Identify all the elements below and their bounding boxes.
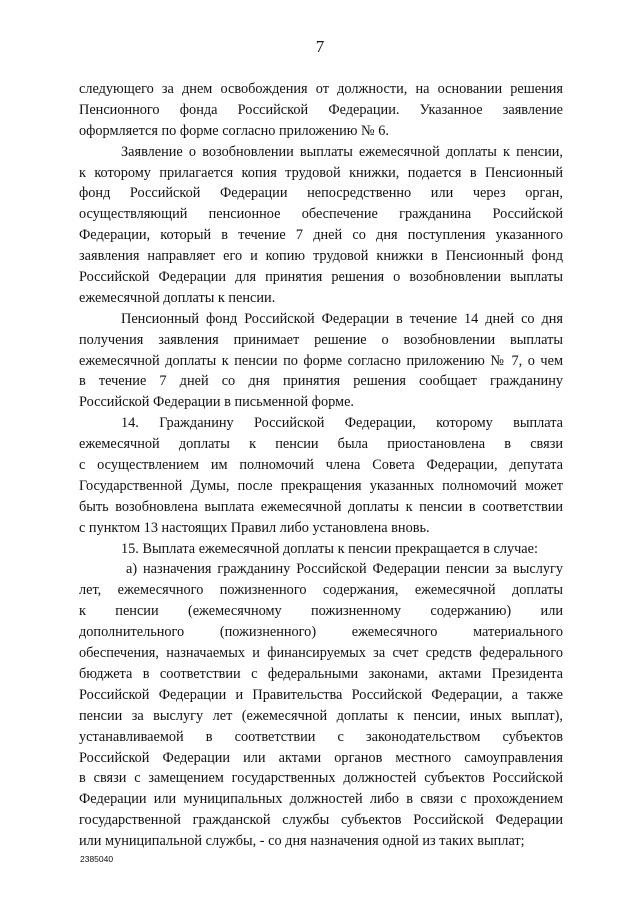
text-line: Российской Федерации в письменной форме. xyxy=(79,394,354,411)
text-line: в связи с замещением государственных должностей субъектов Российской xyxy=(79,770,563,787)
text-line: Федерации или муниципальных должностей либо в связи с прохождением xyxy=(79,791,563,808)
text-line: Российской Федерации или актами органов местного самоуправления xyxy=(79,749,563,766)
text-line: государственной гражданской службы субъектов Российской Федерации xyxy=(79,812,563,829)
text-line: осуществляющий пенсионное обеспечение гражданина Российской xyxy=(79,206,563,223)
text-line: в течение 7 дней со дня принятия решения сообщает гражданину xyxy=(79,373,563,390)
text-line: а) назначения гражданину Российской Федерации пенсии за выслугу xyxy=(126,561,563,578)
text-line: 15. Выплата ежемесячной доплаты к пенсии прекращается в случае: xyxy=(121,540,538,557)
text-line: 14. Гражданину Российской Федерации, которому выплата xyxy=(121,415,563,432)
text-line: получения заявления принимает решение о возобновлении выплаты xyxy=(79,331,563,348)
text-line: ежемесячной доплаты к пенсии была приостановлена в связи xyxy=(79,436,563,453)
text-line: ежемесячной доплаты к пенсии по форме согласно приложению № 7, о чем xyxy=(79,352,563,369)
text-line: Пенсионный фонд Российской Федерации в течение 14 дней со дня xyxy=(121,310,563,327)
text-line: ежемесячной доплаты к пенсии. xyxy=(79,289,276,306)
text-line: оформляется по форме согласно приложению № 6. xyxy=(79,122,389,139)
text-line: быть возобновлена выплата ежемесячной доплаты к пенсии в соответствии xyxy=(79,498,563,515)
text-line: Государственной Думы, после прекращения указанных полномочий может xyxy=(79,477,563,494)
text-line: Российской Федерации и Правительства Российской Федерации, а также xyxy=(79,686,563,703)
text-line: Федерации, который в течение 7 дней со дня поступления указанного xyxy=(79,227,563,244)
text-line: Российской Федерации для принятия решения о возобновлении выплаты xyxy=(79,269,563,286)
text-line: следующего за днем освобождения от должности, на основании решения xyxy=(79,81,563,97)
text-line: лет, ежемесячного пожизненного содержания, ежемесячной доплаты xyxy=(79,582,563,599)
text-line: пенсии за выслугу лет (ежемесячной доплаты к пенсии, иных выплат), xyxy=(79,707,563,724)
text-line: заявления направляет его и копию трудовой книжки в Пенсионный фонд xyxy=(79,248,563,265)
text-line: Заявление о возобновлении выплаты ежемесячной доплаты к пенсии, xyxy=(121,143,563,160)
text-line: к пенсии (ежемесячному пожизненному содержанию) или xyxy=(79,603,563,620)
text-line: с пунктом 13 настоящих Правил либо установлена вновь. xyxy=(79,519,430,536)
text-line: или муниципальной службы, - со дня назначения одной из таких выплат; xyxy=(79,833,525,850)
text-line: обеспечения, назначаемых и финансируемых за счет средств федерального xyxy=(79,645,563,662)
page-number: 7 xyxy=(315,37,325,56)
text-line: с осуществлением им полномочий члена Совета Федерации, депутата xyxy=(79,457,563,474)
document-body xyxy=(79,79,563,852)
text-line: устанавливаемой в соответствии с законодательством субъектов xyxy=(79,728,563,745)
text-line: к которому прилагается копия трудовой книжки, подается в Пенсионный xyxy=(79,164,563,181)
text-line: фонд Российской Федерации непосредственно или через орган, xyxy=(79,185,563,202)
text-line: бюджета в соответствии с федеральными законами, актами Президента xyxy=(79,665,563,682)
document-code: 2385040 xyxy=(80,854,114,864)
text-line: дополнительного (пожизненного) ежемесячного материального xyxy=(79,624,563,641)
text-line: Пенсионного фонда Российской Федерации. Указанное заявление xyxy=(79,101,563,118)
